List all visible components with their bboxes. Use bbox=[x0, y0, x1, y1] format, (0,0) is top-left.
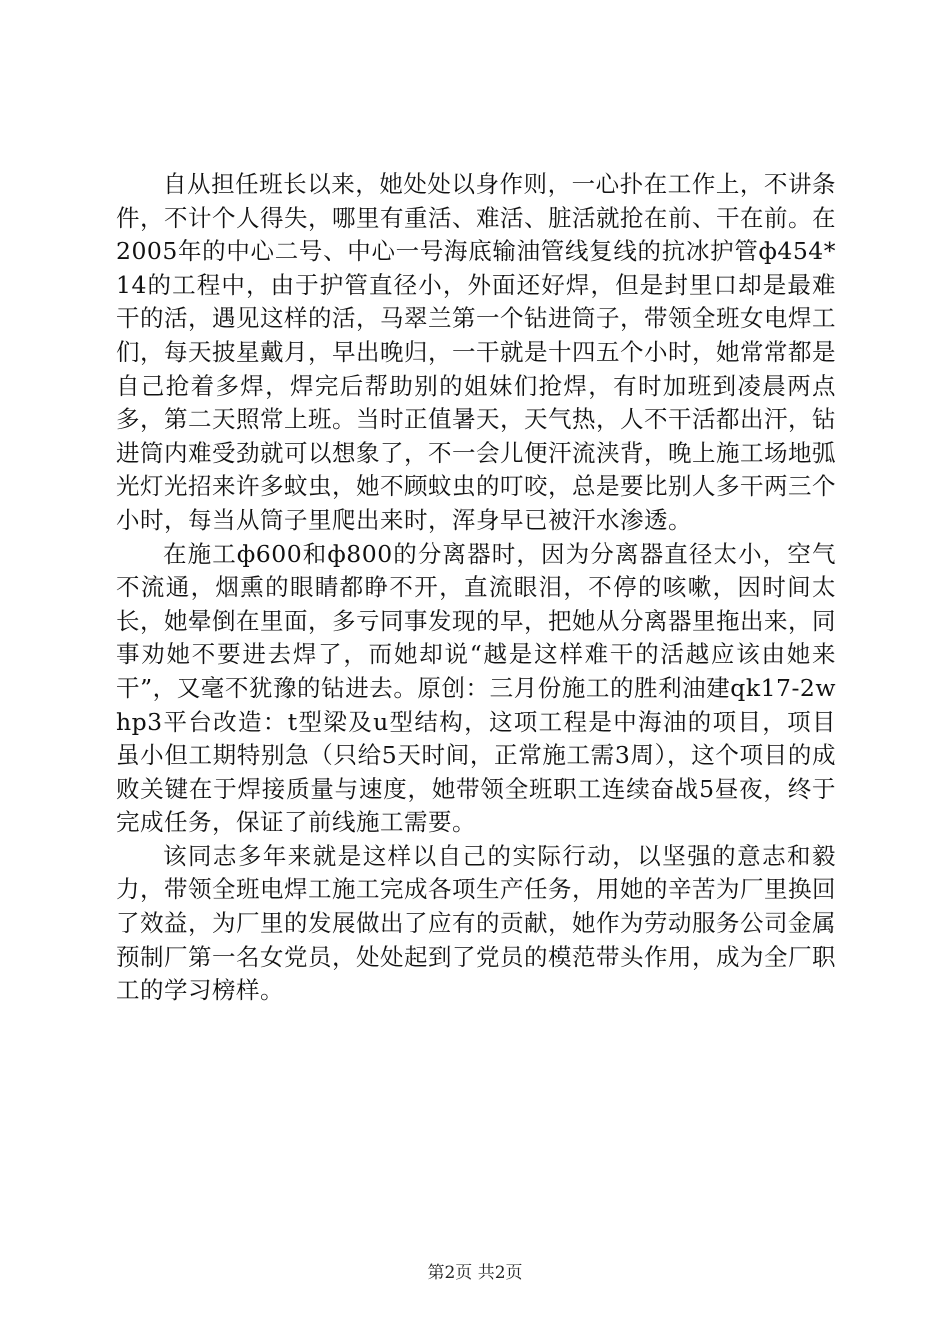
paragraph-2: 在施工ф600和ф800的分离器时，因为分离器直径太小，空气不流通，烟熏的眼睛都睁不开，直流眼泪，不停的咳嗽，因时间太长，她晕倒在里面，多亏同事发现的早，把她从分离器里拖出来，同事劝她不要进去焊了，而她却说“越是这样难干的活越应该由她来干”，又毫不犹豫的钻进去。原创：三月份施工的胜利油建qk17-2whp3平台改造：t型梁及u型结构，这项工程是中海油的项目，项目虽小但工期特别急（只给5天时间，正常施工需3周），这个项目的成败关键在于焊接质量与速度，她带领全班职工连续奋战5昼夜，终于完成任务，保证了前线施工需要。 bbox=[116, 539, 836, 837]
page-number-footer: 第2页 共2页 bbox=[427, 1263, 523, 1283]
paragraph-3: 该同志多年来就是这样以自己的实际行动，以坚强的意志和毅力，带领全班电焊工施工完成各项生产任务，用她的辛苦为厂里换回了效益，为厂里的发展做出了应有的贡献，她作为劳动服务公司金属预制厂第一名女党员，处处起到了党员的模范带头作用，成为全厂职工的学习榜样。 bbox=[116, 841, 836, 1005]
document-body bbox=[116, 168, 836, 1008]
paragraph-1: 自从担任班长以来，她处处以身作则，一心扑在工作上，不讲条件，不计个人得失，哪里有重活、难活、脏活就抢在前、干在前。在2005年的中心二号、中心一号海底输油管线复线的抗冰护管ф454*14的工程中，由于护管直径小，外面还好焊，但是封里口却是最难干的活，遇见这样的活，马翠兰第一个钻进筒子，带领全班女电焊工们，每天披星戴月，早出晚归，一干就是十四五个小时，她常常都是自己抢着多焊，焊完后帮助别的姐妹们抢焊，有时加班到凌晨两点多，第二天照常上班。当时正值暑天，天气热，人不干活都出汗，钻进筒内难受劲就可以想象了，不一会儿便汗流浃背，晚上施工场地弧光灯光招来许多蚊虫，她不顾蚊虫的叮咬，总是要比别人多干两三个小时，每当从筒子里爬出来时，浑身早已被汗水渗透。 bbox=[116, 170, 836, 534]
